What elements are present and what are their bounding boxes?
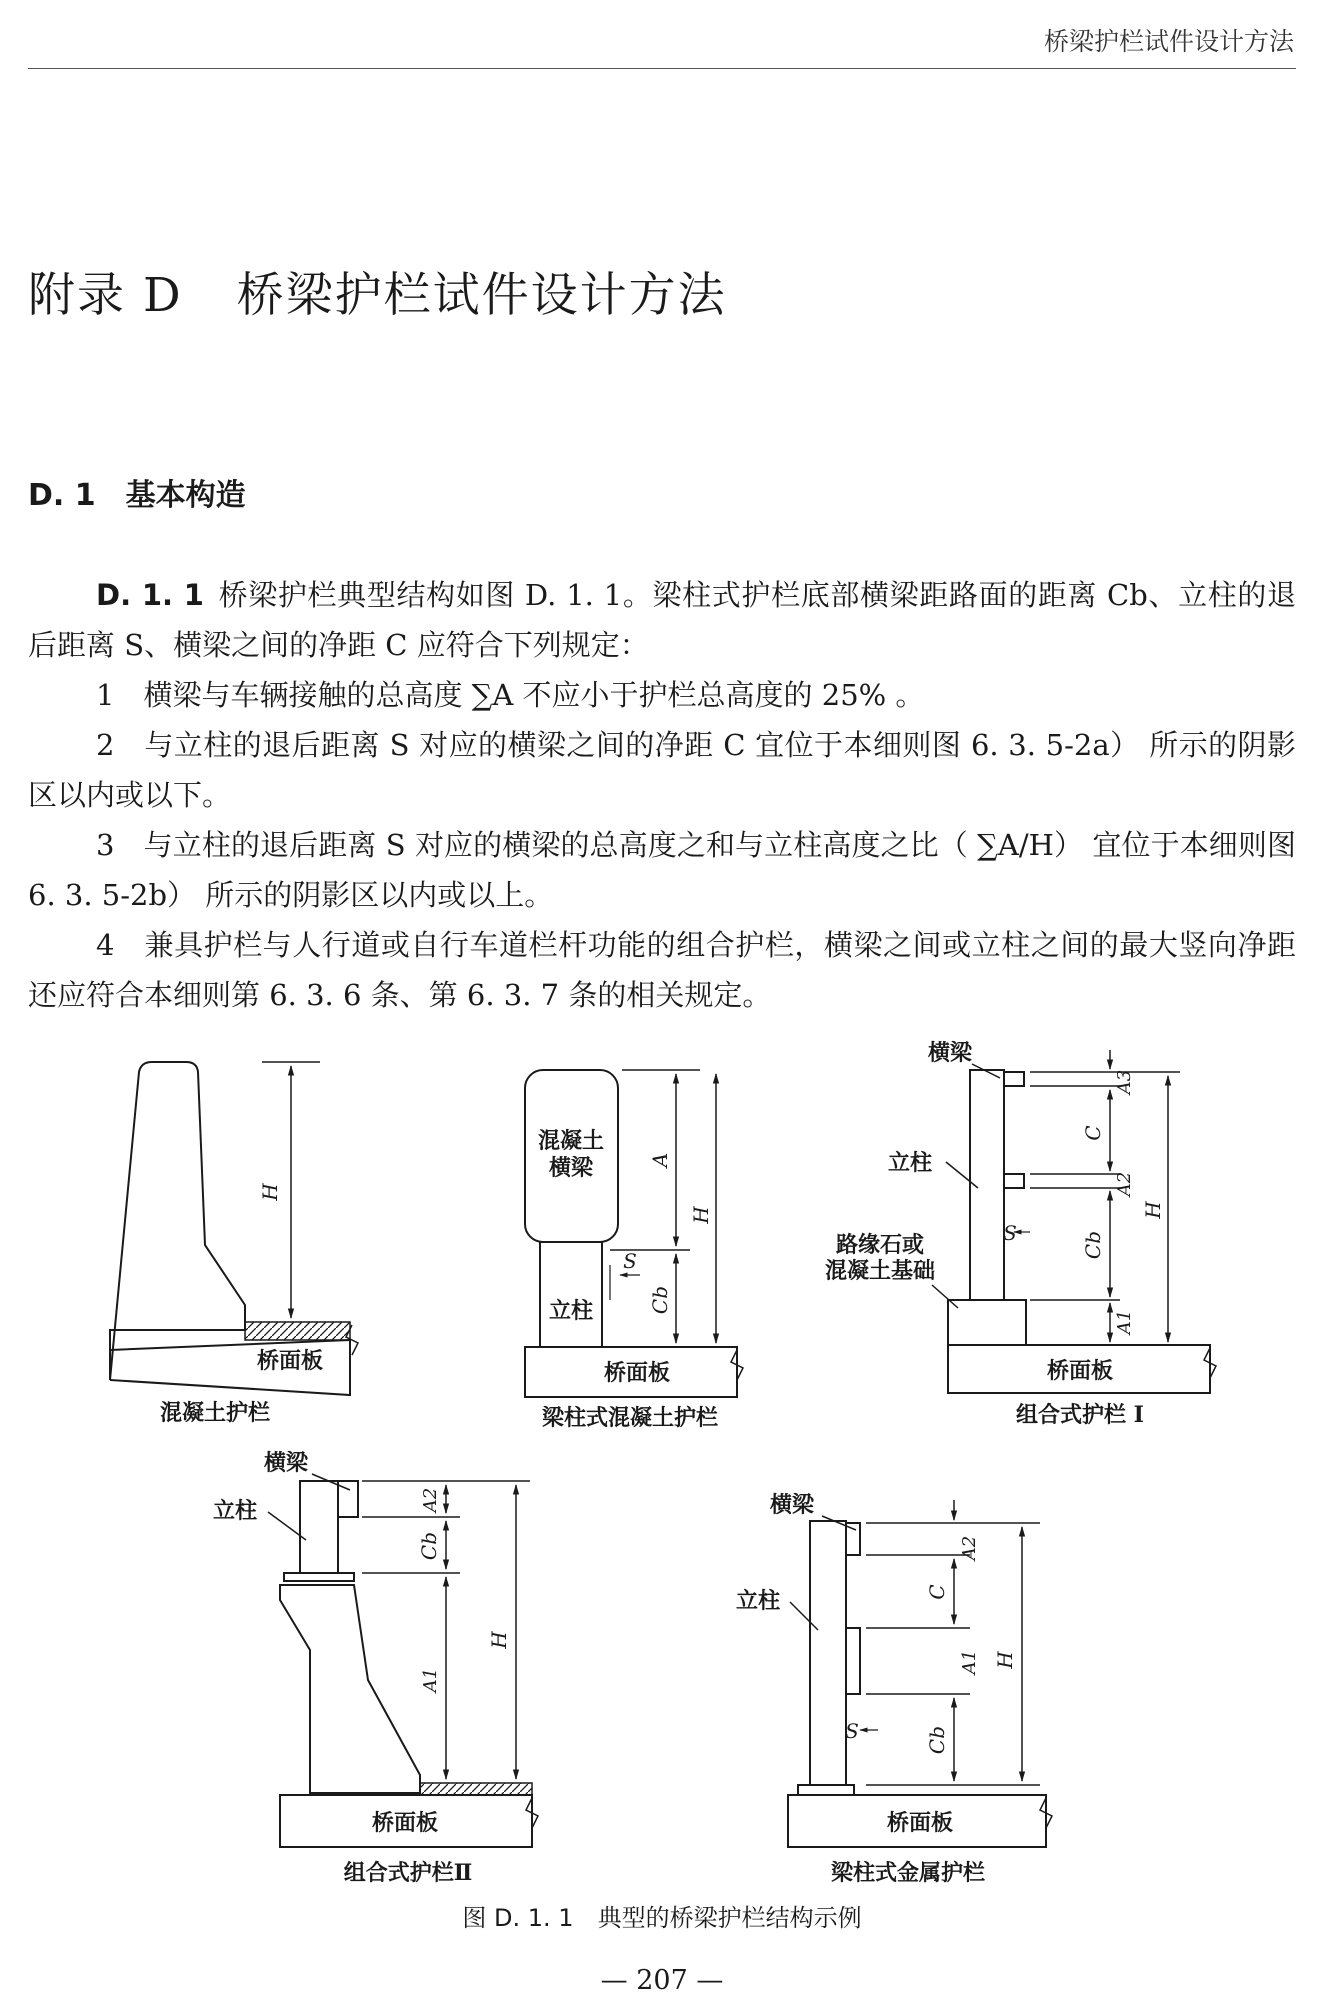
- subfig-concrete-barrier: [110, 1062, 358, 1426]
- concrete-beam-label-1: 混凝土: [537, 1128, 605, 1154]
- dim-A1-4: A1: [420, 1667, 441, 1693]
- dim-A-2: A: [648, 1152, 672, 1168]
- dim-A2-4: A2: [420, 1487, 441, 1513]
- section-heading: [28, 470, 246, 514]
- dim-H-2: H: [689, 1206, 713, 1224]
- deck-label-5: 桥面板: [886, 1810, 954, 1836]
- running-head: 桥梁护栏试件设计方法: [1043, 27, 1294, 56]
- dim-A2-3: A2: [1114, 1171, 1135, 1197]
- item-4: 4 兼具护栏与人行道或自行车道栏杆功能的组合护栏，横梁之间或立柱之间的最大竖向净距还应符合本细则第 6. 3. 6 条、第 6. 3. 7 条的相关规定。: [28, 928, 1296, 1012]
- deck-label-2: 桥面板: [603, 1360, 671, 1386]
- dim-H-5: H: [993, 1651, 1017, 1669]
- clause-text: 桥梁护栏典型结构如图 D. 1. 1。梁柱式护栏底部横梁距路面的距离 Cb、立柱的退后距离 S、横梁之间的净距 C 应符合下列规定：: [28, 578, 1297, 662]
- subfig-label-3: 组合式护栏 I: [1016, 1402, 1144, 1428]
- dim-Cb-5: Cb: [925, 1725, 949, 1755]
- deck-label-3: 桥面板: [1046, 1358, 1114, 1384]
- guardrail-figure: [0, 1020, 1324, 1900]
- post-label-3: 立柱: [887, 1150, 933, 1176]
- item-3: 3 与立柱的退后距离 S 对应的横梁的总高度之和与立柱高度之比（ ∑A/H） 宜位于本细则图 6. 3. 5-2b） 所示的阴影区以内或以上。: [28, 828, 1296, 912]
- dim-Cb-4: Cb: [417, 1531, 441, 1561]
- subfig-label-5: 梁柱式金属护栏: [830, 1860, 986, 1886]
- dim-A3-3: A3: [1114, 1069, 1135, 1095]
- subfig-combined-1: [825, 1040, 1216, 1428]
- subfig-label-1: 混凝土护栏: [159, 1400, 271, 1426]
- dim-A1-5: A1: [959, 1649, 980, 1675]
- curb-label-2: 混凝土基础: [824, 1258, 936, 1284]
- beam-label-3: 横梁: [927, 1040, 973, 1066]
- subfig-beam-post-concrete: [525, 1070, 743, 1431]
- beam-label-5: 横梁: [769, 1492, 815, 1518]
- dim-H-1: H: [258, 1183, 282, 1201]
- concrete-beam-label-2: 横梁: [548, 1155, 594, 1181]
- dim-Cb-2: Cb: [648, 1285, 672, 1315]
- subfig-label-2: 梁柱式混凝土护栏: [541, 1405, 719, 1431]
- appendix-title: [28, 258, 727, 325]
- deck-label-1: 桥面板: [256, 1348, 324, 1374]
- dim-C-3: C: [1081, 1125, 1105, 1141]
- dim-H-3: H: [1141, 1201, 1165, 1219]
- appendix-title-text: 桥梁护栏试件设计方法: [236, 268, 727, 323]
- deck-label-4: 桥面板: [371, 1810, 439, 1836]
- appendix-label: 附录 D: [28, 268, 183, 323]
- page-number: — 207 —: [600, 1965, 724, 1996]
- item-1: 1 横梁与车辆接触的总高度 ∑A 不应小于护栏总高度的 25% 。: [96, 678, 925, 712]
- dim-S-5: S: [845, 1719, 859, 1743]
- dim-A1-3: A1: [1114, 1309, 1135, 1335]
- subfig-combined-2: [213, 1450, 538, 1886]
- dim-S-2: S: [623, 1249, 637, 1273]
- section-title: 基本构造: [125, 478, 246, 513]
- dim-H-4: H: [487, 1631, 511, 1649]
- post-label-5: 立柱: [735, 1588, 781, 1614]
- item-2: 2 与立柱的退后距离 S 对应的横梁之间的净距 C 宜位于本细则图 6. 3. 5-2a） 所示的阴影区以内或以下。: [28, 728, 1296, 812]
- dim-S-3: S: [1003, 1221, 1017, 1245]
- post-label-4: 立柱: [212, 1498, 258, 1524]
- post-label-2: 立柱: [548, 1298, 594, 1324]
- curb-label-1: 路缘石或: [835, 1232, 925, 1258]
- dim-Cb-3: Cb: [1081, 1230, 1105, 1260]
- clause-paragraph: [28, 570, 1296, 670]
- header-rule: [28, 68, 1296, 69]
- subfig-label-4: 组合式护栏Ⅱ: [343, 1860, 473, 1886]
- beam-label-4: 横梁: [263, 1450, 309, 1476]
- section-number: D. 1: [28, 478, 96, 513]
- dim-C-5: C: [925, 1584, 949, 1600]
- dim-A2-5: A2: [959, 1535, 980, 1561]
- subfig-beam-post-metal: [736, 1492, 1052, 1886]
- figure-caption-number: 图 D. 1. 1: [462, 1904, 574, 1932]
- figure-caption-text: 典型的桥梁护栏结构示例: [597, 1904, 862, 1932]
- figure-caption: [0, 1898, 1324, 1933]
- clause-number: D. 1. 1: [96, 578, 204, 612]
